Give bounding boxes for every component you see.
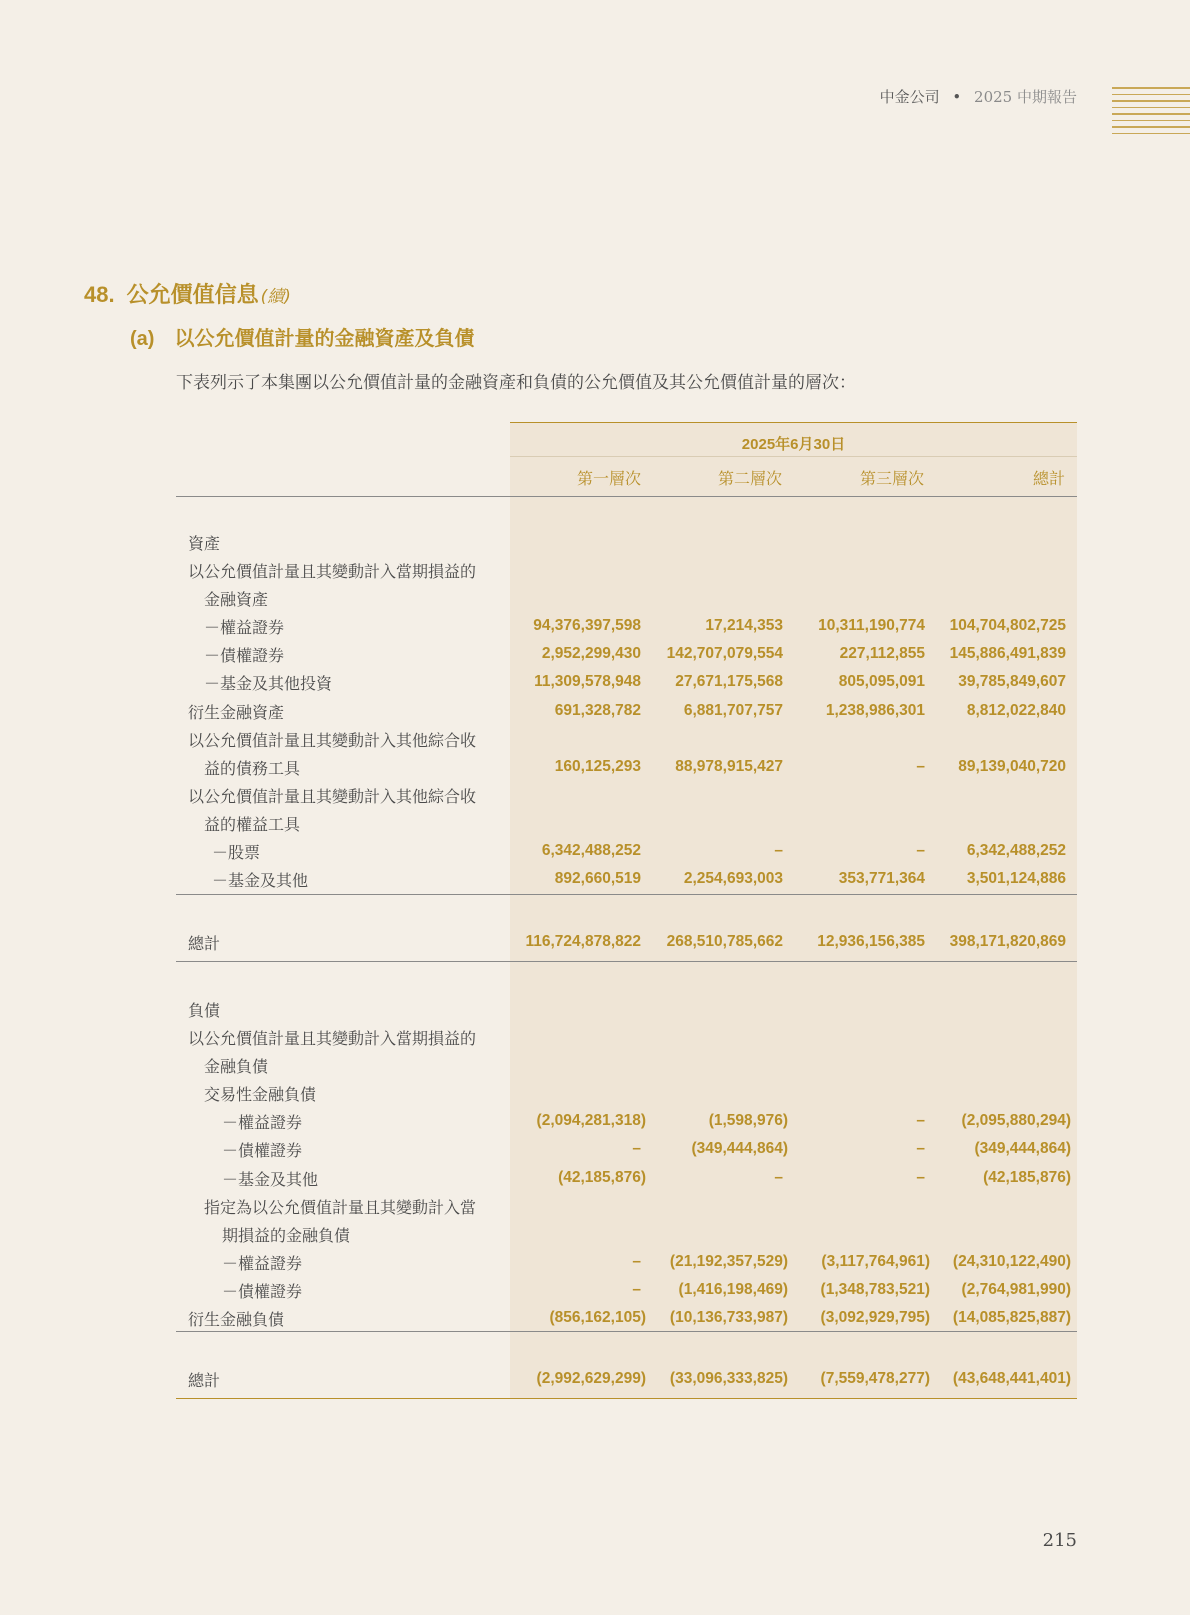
cell-value: 39,785,849,607 (958, 673, 1066, 691)
row-label: 衍生金融負債 (188, 1310, 285, 1329)
date-header: 2025年6月30日 (741, 436, 846, 453)
table-row (0, 1223, 1190, 1251)
liabilities-total-row (0, 1368, 1190, 1396)
row-label: 期損益的金融負債 (222, 1225, 351, 1245)
row-label: 金融資產 (204, 590, 269, 610)
table-row (0, 1279, 1190, 1307)
subsection-title (130, 322, 474, 351)
cell-value: 142,707,079,554 (666, 645, 783, 663)
section-title (84, 278, 291, 309)
row-label: －債權證券 (222, 1281, 303, 1301)
row-label: －債權證券 (222, 1141, 303, 1161)
row-label: －基金及其他 (212, 871, 309, 891)
table-row (0, 1054, 1190, 1082)
cell-value: 3,501,124,886 (966, 870, 1066, 888)
cell-value: (14,085,825,887) (952, 1309, 1071, 1326)
cell-value: 145,886,491,839 (949, 645, 1066, 663)
cell-value: (2,094,281,318) (536, 1112, 646, 1130)
row-label: －基金及其他 (222, 1169, 319, 1189)
table-row (0, 868, 1190, 896)
cell-value: 104,704,802,725 (949, 617, 1066, 635)
cell-value: (7,559,478,277) (820, 1370, 930, 1387)
row-label: 以公允價值計量且其變動計入當期損益的 (188, 562, 477, 581)
row-label: 以公允價值計量且其變動計入其他綜合收 (188, 730, 477, 750)
table-bottom-rule (176, 1398, 1077, 1399)
row-label: 金融負債 (204, 1057, 269, 1077)
row-label: －權益證券 (204, 618, 285, 638)
cell-value: (349,444,864) (691, 1140, 788, 1158)
cell-value: 2,952,299,430 (541, 645, 641, 663)
cell-value: 116,724,878,822 (525, 933, 641, 950)
date-header-rule (510, 456, 1077, 457)
cell-value: (21,192,357,529) (669, 1252, 788, 1270)
row-label: 以公允價值計量且其變動計入其他綜合收 (188, 786, 477, 806)
row-label: 交易性金融負債 (204, 1085, 317, 1105)
cell-value: – (916, 1168, 925, 1186)
row-label: －股票 (212, 843, 261, 862)
col-header-level1: 第一層次 (576, 469, 641, 488)
table-row (0, 1026, 1190, 1054)
cell-value: (3,092,929,795) (820, 1309, 930, 1326)
cell-value: 8,812,022,840 (966, 701, 1066, 719)
row-label: －權益證券 (222, 1253, 303, 1273)
table-row (0, 728, 1190, 756)
cell-value: (349,444,864) (974, 1140, 1071, 1158)
col-header-level2: 第二層次 (717, 469, 782, 488)
row-label: 以公允價值計量且其變動計入當期損益的 (188, 1029, 477, 1048)
cell-value: 892,660,519 (554, 870, 641, 888)
table-row (0, 756, 1190, 784)
cell-value: (42,185,876) (983, 1168, 1071, 1186)
cell-value: 6,342,488,252 (541, 842, 641, 859)
cell-value: – (632, 1252, 641, 1270)
cell-value: (3,117,764,961) (821, 1252, 930, 1270)
row-label: －債權證券 (204, 646, 285, 666)
cell-value: 2,254,693,003 (683, 870, 783, 888)
row-label: 資產 (188, 534, 221, 553)
cell-value: – (916, 1112, 925, 1130)
intro-text: 下表列示了本集團以公允價值計量的金融資產和負債的公允價值及其公允價值計量的層次： (176, 373, 856, 393)
cell-value: (1,416,198,469) (678, 1280, 788, 1298)
company-name: 中金公司 (879, 88, 940, 106)
cell-value: (1,598,976) (708, 1112, 788, 1130)
cell-value: (1,348,783,521) (820, 1280, 930, 1298)
section-heading: 公允價值信息 (126, 283, 259, 308)
header-separator: • (952, 88, 962, 106)
table-row (0, 840, 1190, 868)
cell-value: 6,342,488,252 (966, 842, 1066, 859)
section-heading-liabilities (0, 998, 1190, 1026)
cell-value: – (774, 1168, 783, 1186)
section-heading-assets (0, 531, 1190, 559)
page-number: 215 (1042, 1530, 1077, 1551)
row-label: 總計 (188, 934, 221, 953)
cell-value: 691,328,782 (554, 701, 641, 719)
cell-value: (24,310,122,490) (952, 1252, 1071, 1270)
continued-label: (續) (260, 287, 291, 307)
cell-value: (2,095,880,294) (961, 1112, 1071, 1130)
cell-value: 1,238,986,301 (825, 701, 925, 719)
table-row (0, 784, 1190, 812)
assets-subtotal-rule (176, 894, 1077, 895)
cell-value: 227,112,855 (839, 645, 925, 663)
col-header-level3: 第三層次 (859, 469, 924, 488)
decorative-lines (1112, 87, 1190, 139)
cell-value: 353,771,364 (838, 870, 925, 888)
table-row (0, 587, 1190, 615)
header-bottom-rule (176, 496, 1077, 497)
report-name: 2025 中期報告 (974, 88, 1077, 106)
row-label: 負債 (188, 1001, 221, 1020)
table-row (0, 1195, 1190, 1223)
table-row (0, 700, 1190, 728)
row-label: －權益證券 (222, 1113, 303, 1133)
row-label: －基金及其他投資 (204, 674, 333, 694)
row-label: 益的權益工具 (204, 814, 301, 834)
section-number: 48. (84, 282, 115, 307)
cell-value: 27,671,175,568 (675, 673, 783, 691)
cell-value: 12,936,156,385 (817, 933, 925, 950)
cell-value: – (916, 1140, 925, 1158)
table-row (0, 1138, 1190, 1166)
subsection-letter: (a) (130, 328, 155, 350)
table-row (0, 1251, 1190, 1279)
cell-value: 268,510,785,662 (666, 933, 783, 950)
cell-value: – (916, 757, 925, 775)
table-top-rule (510, 422, 1077, 423)
cell-value: 89,139,040,720 (958, 757, 1066, 775)
table-row (0, 615, 1190, 643)
cell-value: (42,185,876) (558, 1168, 646, 1186)
cell-value: 6,881,707,757 (683, 701, 783, 719)
cell-value: (33,096,333,825) (669, 1370, 788, 1387)
running-header (880, 86, 1077, 107)
cell-value: (2,992,629,299) (536, 1370, 646, 1387)
table-row (0, 812, 1190, 840)
cell-value: (2,764,981,990) (961, 1280, 1071, 1298)
assets-total-rule (176, 961, 1077, 962)
cell-value: 398,171,820,869 (949, 933, 1066, 950)
cell-value: – (774, 842, 783, 859)
subsection-heading: 以公允價值計量的金融資產及負債 (174, 326, 475, 350)
row-label: 衍生金融資產 (188, 702, 285, 722)
row-label: 益的債務工具 (204, 758, 301, 778)
liabilities-subtotal-rule (176, 1331, 1077, 1332)
cell-value: (10,136,733,987) (669, 1309, 788, 1326)
cell-value: (43,648,441,401) (952, 1370, 1071, 1387)
table-row (0, 1167, 1190, 1195)
cell-value: – (632, 1140, 641, 1158)
col-header-total: 總計 (1032, 469, 1065, 488)
cell-value: – (916, 842, 925, 859)
table-row (0, 643, 1190, 671)
cell-value: 805,095,091 (838, 673, 925, 691)
cell-value: 11,309,578,948 (534, 673, 641, 691)
cell-value: 94,376,397,598 (533, 617, 641, 635)
assets-total-row (0, 931, 1190, 959)
cell-value: 10,311,190,774 (818, 617, 925, 635)
cell-value: 160,125,293 (554, 757, 641, 775)
cell-value: 88,978,915,427 (675, 757, 783, 775)
cell-value: – (632, 1280, 641, 1298)
row-label: 指定為以公允價值計量且其變動計入當 (204, 1197, 477, 1217)
row-label: 總計 (188, 1371, 221, 1390)
table-row (0, 671, 1190, 699)
cell-value: 17,214,353 (705, 617, 783, 635)
table-row (0, 1110, 1190, 1138)
cell-value: (856,162,105) (549, 1309, 646, 1326)
table-row (0, 1082, 1190, 1110)
table-row (0, 559, 1190, 587)
